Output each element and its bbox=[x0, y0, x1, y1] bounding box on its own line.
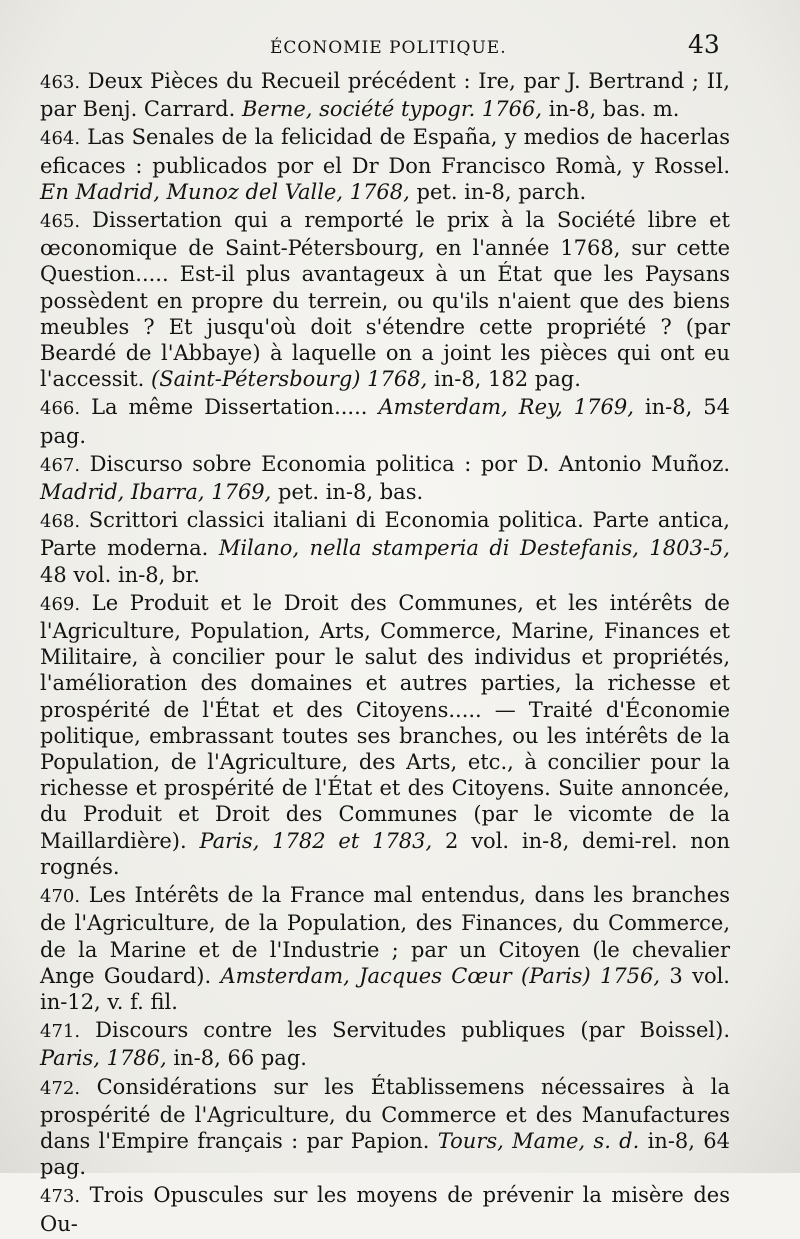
entry-format: in-8, bas. m. bbox=[548, 97, 680, 122]
entry-imprint: (Saint-Pétersbourg) 1768, bbox=[151, 367, 428, 392]
entry-title: La même Dissertation..... bbox=[91, 395, 368, 420]
entry-number: 470. bbox=[40, 886, 81, 908]
catalogue-entry bbox=[40, 882, 730, 1015]
entry-format: 48 vol. in-8, br. bbox=[40, 562, 200, 587]
entry-imprint: Paris, 1782 et 1783, bbox=[199, 828, 433, 853]
page-number: 43 bbox=[688, 30, 720, 59]
entry-imprint: Madrid, Ibarra, 1769, bbox=[40, 480, 272, 505]
entry-format: in-8, 182 pag. bbox=[433, 367, 581, 392]
entry-imprint: Paris, 1786, bbox=[40, 1046, 167, 1071]
entry-number: 463. bbox=[40, 72, 81, 93]
catalogue-entry bbox=[40, 124, 730, 205]
catalogue-entry bbox=[40, 394, 730, 448]
entry-title: Dissertation qui a remporté le prix à la Société libre et œconomique de Saint-Pétersbourg, en l'année 1768, sur cette Question..... Est-il plus avantageux à un État que les Paysans possèdent en propre du terrein, ou qu'ils n'aient que des biens meubles ? Et jusqu'où doit s'étendre cette propriété ? (par Beardé de l'Abbaye) à laquelle on a joint les pièces qui ont eu l'accessit. bbox=[40, 208, 730, 392]
entry-title: Considérations sur les Établissemens nécessaires à la prospérité de l'Agriculture, du Commerce et des Manufactures dans l'Empire français : par Papion. bbox=[40, 1074, 730, 1153]
entry-format: in-8, 54 pag. bbox=[40, 395, 730, 448]
entry-title: Trois Opuscules sur les moyens de prévenir la misère des Ou- bbox=[40, 1183, 730, 1236]
entry-imprint: Tours, Mame, s. d. bbox=[437, 1128, 640, 1153]
catalogue-entry bbox=[40, 68, 730, 122]
entry-format: in-8, 66 pag. bbox=[173, 1046, 307, 1071]
entry-number: 468. bbox=[40, 511, 81, 533]
entry-format: 3 vol. in-12, v. f. fil. bbox=[40, 963, 730, 1014]
catalogue-entry bbox=[40, 1074, 730, 1181]
entry-title: Discours contre les Servitudes publiques (par Boissel). bbox=[95, 1018, 730, 1043]
entry-number: 471. bbox=[40, 1021, 81, 1043]
entry-title: Les Intérêts de la France mal entendus, dans les branches de l'Agriculture, de la Population, des Finances, du Commerce, de la Marine et de l'Industrie ; par un Citoyen (le chevalier Ange Goudard). bbox=[40, 883, 730, 988]
entry-number: 465. bbox=[40, 211, 81, 233]
entry-number: 472. bbox=[40, 1077, 81, 1099]
entry-imprint: En Madrid, Munoz del Valle, 1768, bbox=[40, 179, 410, 204]
catalogue-entry bbox=[40, 1182, 730, 1236]
entry-imprint: Amsterdam, Rey, 1769, bbox=[378, 395, 634, 420]
catalogue-entry bbox=[40, 451, 730, 505]
entry-number: 464. bbox=[40, 128, 81, 150]
entry-title: Discurso sobre Economia politica : por D. Antonio Muñoz. bbox=[89, 451, 730, 476]
entry-number: 467. bbox=[40, 454, 81, 476]
entry-title: Deux Pièces du Recueil précédent : Ire, par J. Bertrand ; II, par Benj. Carrard. bbox=[40, 69, 730, 122]
entry-format: pet. in-8, parch. bbox=[416, 179, 587, 204]
running-title: ÉCONOMIE POLITIQUE. bbox=[270, 38, 507, 58]
entry-title: Le Produit et le Droit des Communes, et les intérêts de l'Agriculture, Population, Arts, Commerce, Marine, Finances et Militaire, à concilier pour le salut des individus et propriétés, l'amélioration des domaines et autres parties, la richesse et prospérité de l'État et des Citoyens..... — Traité d'Économie politique, embrassant toutes ses branches, ou les intérêts de la Population, de l'Agriculture, des Arts, etc., à concilier pour la richesse et prospérité de l'État et des Citoyens. Suite annoncée, du Produit et Droit des Communes (par le vicomte de la Maillardière). bbox=[40, 590, 730, 853]
catalogue-entry bbox=[40, 507, 730, 588]
entry-number: 466. bbox=[40, 398, 81, 420]
entry-title: Scrittori classici italiani di Economia politica. Parte antica, Parte moderna. bbox=[40, 508, 730, 561]
entry-imprint: Amsterdam, Jacques Cœur (Paris) 1756, bbox=[220, 963, 661, 988]
catalogue-entry bbox=[40, 1017, 730, 1071]
catalogue-entry bbox=[40, 590, 730, 880]
entry-format: pet. in-8, bas. bbox=[278, 480, 424, 505]
entry-imprint: Milano, nella stamperia di Destefanis, 1803-5, bbox=[218, 536, 730, 561]
catalogue-entries bbox=[40, 68, 730, 1239]
entry-title: Las Senales de la felicidad de España, y medios de hacerlas eficaces : publicados por el Dr Don Francisco Romà, y Rossel. bbox=[40, 125, 730, 178]
entry-format: in-8, 64 pag. bbox=[40, 1128, 730, 1180]
entry-format: 2 vol. in-8, demi-rel. non rognés. bbox=[40, 828, 731, 879]
entry-number: 469. bbox=[40, 593, 81, 615]
catalogue-entry bbox=[40, 207, 730, 392]
page-header bbox=[0, 30, 800, 70]
entry-number: 473. bbox=[40, 1186, 81, 1208]
entry-imprint: Berne, société typogr. 1766, bbox=[241, 97, 543, 122]
